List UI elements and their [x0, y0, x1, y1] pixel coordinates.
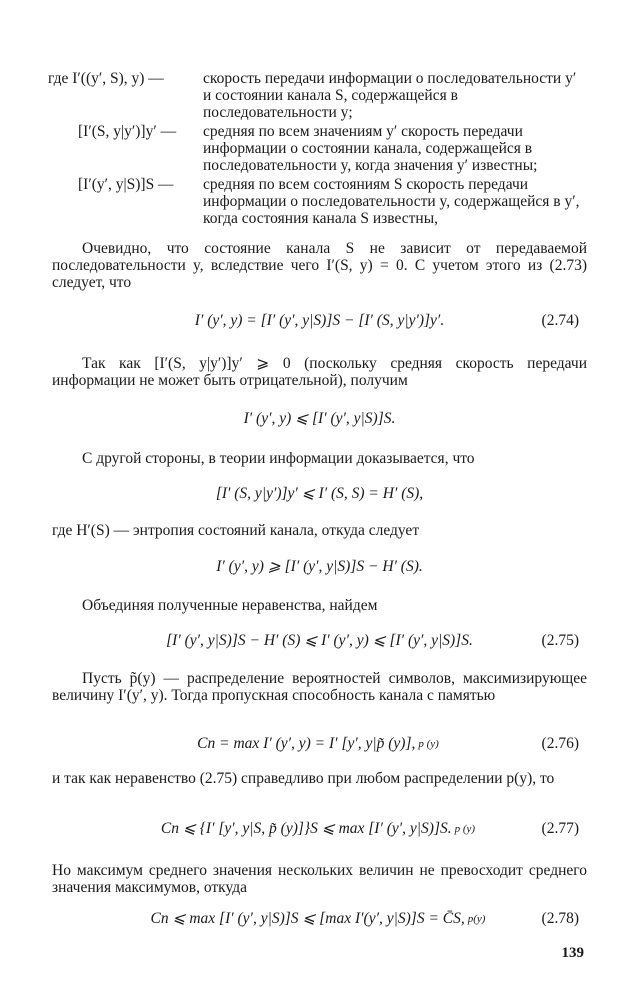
equation-number: (2.78) — [541, 910, 579, 927]
page-number: 139 — [561, 945, 584, 961]
equation-body: [I′ (y′, y|S)]S − H′ (S) ⩽ I′ (y′, y) ⩽ [I′ (y′, y|S)]S. — [166, 632, 473, 649]
limit-label: p (y) — [454, 822, 476, 835]
paragraph: Очевидно, что состояние канала S не зависит от передаваемой последовательности y, вследствие чего I′(S, y) = 0. С учетом этого из (2.73) следует, что — [52, 240, 587, 291]
paragraph: Но максимум среднего значения нескольких величин не превосходит среднего значения максимумов, откуда — [52, 862, 587, 896]
definition-item — [48, 123, 588, 174]
equation-body: Cп ⩽ max [I′ (y′, y|S)]S ⩽ [max I′(y′, y|S)]S = C̄S, — [150, 910, 465, 927]
equation-2-74 — [52, 312, 587, 329]
equation-body: I′ (y′, y) = [I′ (y′, y|S)]S − [I′ (S, y|y′)]y′. — [194, 312, 445, 329]
definition-item — [48, 176, 588, 227]
definition-text: средняя по всем состояниям S скорость передачи информации о последовательности y, содержащейся в y′, когда состояния канала S известны, — [203, 176, 580, 227]
equation-body: [I′ (S, y|y′)]y′ ⩽ I′ (S, S) = H′ (S), — [215, 485, 424, 502]
paragraph: С другой стороны, в теории информации доказывается, что — [82, 450, 475, 467]
equation-body: I′ (y′, y) ⩽ [I′ (y′, y|S)]S. — [243, 410, 396, 427]
inequality-entropy — [52, 485, 587, 502]
limit-label: p (y) — [418, 737, 439, 750]
definition-term: где I′((y′, S), y) — — [48, 70, 164, 87]
max-limit — [468, 912, 486, 926]
paragraph: Так как [I′(S, y|y′)]y′ ⩾ 0 (поскольку средняя скорость передачи информации не может быть отрицательной), получим — [52, 355, 587, 389]
paragraph: Пусть p̃(y) — распределение вероятностей символов, максимизирующее величину I′(y′, y). Тогда пропускная способность канала с памятью — [52, 670, 587, 704]
equation-body: I′ (y′, y) ⩾ [I′ (y′, y|S)]S − H′ (S). — [216, 558, 423, 575]
equation-body: Cп = max I′ (y′, y) = I′ [y′, y|p̃ (y)], — [197, 735, 416, 752]
max-limit — [418, 737, 438, 751]
inequality-lower-bound — [52, 558, 587, 575]
definition-term: [I′(y′, y|S)]S — — [78, 176, 174, 193]
paragraph: где H′(S) — энтропия состояний канала, откуда следует — [52, 522, 420, 539]
limit-label: p(y) — [467, 912, 486, 925]
definition-term: [I′(S, y|y′)]y′ — — [78, 123, 177, 140]
inequality-upper-bound — [52, 410, 587, 427]
equation-number: (2.75) — [541, 632, 579, 649]
equation-number: (2.77) — [541, 820, 579, 837]
equation-number: (2.74) — [541, 312, 579, 329]
equation-2-77 — [52, 820, 587, 837]
definition-item — [48, 70, 588, 121]
equation-2-78 — [52, 910, 587, 927]
definitions-list — [48, 70, 588, 229]
equation-body: Cп ⩽ {I′ [y′, y|S, p̃ (y)]}S ⩽ max [I′ (y′, y|S)]S. — [160, 820, 452, 837]
equation-2-75 — [52, 632, 587, 649]
paragraph: и так как неравенство (2.75) справедливо при любом распределении p(y), то — [52, 770, 555, 787]
equation-2-76 — [52, 735, 587, 752]
equation-number: (2.76) — [541, 735, 579, 752]
paragraph: Объединяя полученные неравенства, найдем — [82, 597, 378, 614]
definition-text: средняя по всем значениям y′ скорость передачи информации о состоянии канала, содержащейся в последовательности y, когда значения y′ известны; — [203, 123, 538, 174]
definition-text: скорость передачи информации о последовательности y′ и состоянии канала S, содержащейся в последовательности y; — [203, 70, 577, 121]
max-limit — [455, 822, 475, 836]
